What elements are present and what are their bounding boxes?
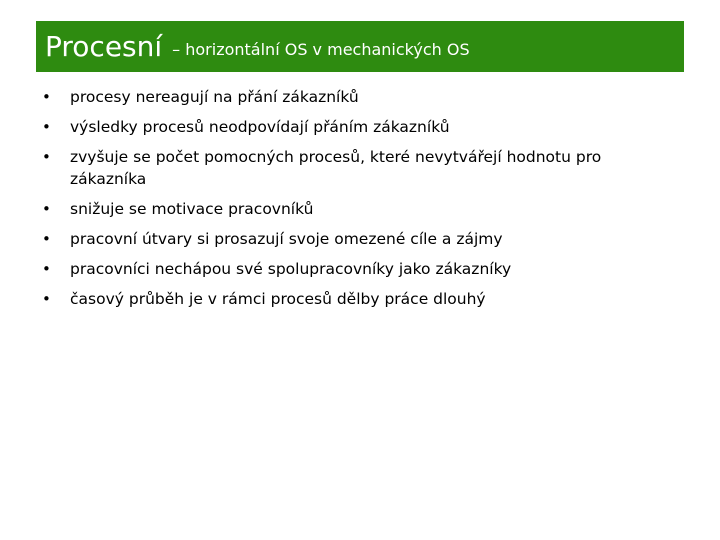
bullet-text: výsledky procesů neodpovídají přáním zákazníků bbox=[70, 118, 450, 136]
slide-subtitle: – horizontální OS v mechanických OS bbox=[172, 40, 470, 59]
bullet-item bbox=[42, 146, 682, 190]
bullet-dot-icon: • bbox=[42, 88, 51, 106]
bullet-dot-icon: • bbox=[42, 230, 51, 248]
bullet-item bbox=[42, 288, 682, 310]
bullet-text: procesy nereagují na přání zákazníků bbox=[70, 88, 359, 106]
slide-title: Procesní bbox=[45, 30, 163, 63]
bullet-dot-icon: • bbox=[42, 118, 51, 136]
bullet-item bbox=[42, 116, 682, 138]
bullet-text: snižuje se motivace pracovníků bbox=[70, 200, 314, 218]
bullet-item bbox=[42, 258, 682, 280]
bullet-text: zvyšuje se počet pomocných procesů, které nevytvářejí hodnotu pro zákazníka bbox=[70, 148, 602, 188]
bullet-dot-icon: • bbox=[42, 290, 51, 308]
bullet-text: časový průběh je v rámci procesů dělby práce dlouhý bbox=[70, 290, 486, 308]
bullet-item bbox=[42, 86, 682, 108]
bullet-text: pracovníci nechápou své spolupracovníky jako zákazníky bbox=[70, 260, 512, 278]
bullet-item bbox=[42, 228, 682, 250]
bullet-dot-icon: • bbox=[42, 200, 51, 218]
bullet-item bbox=[42, 198, 682, 220]
slide-title-bar bbox=[36, 21, 684, 72]
bullet-text: pracovní útvary si prosazují svoje omezené cíle a zájmy bbox=[70, 230, 503, 248]
bullet-list bbox=[42, 86, 682, 318]
bullet-dot-icon: • bbox=[42, 260, 51, 278]
bullet-dot-icon: • bbox=[42, 148, 51, 166]
